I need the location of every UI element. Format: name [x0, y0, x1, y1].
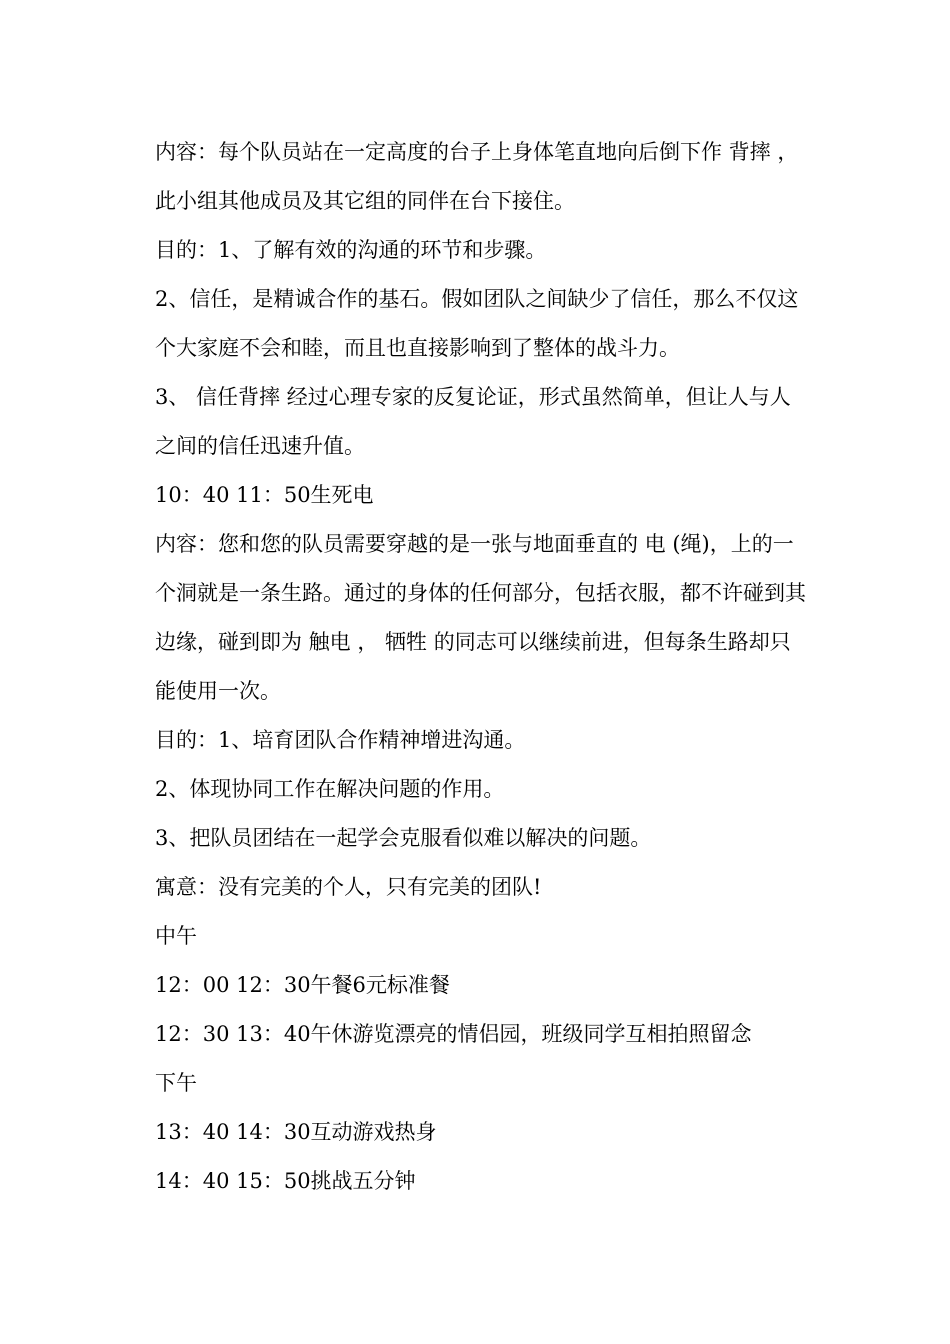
- document-body: [145, 128, 810, 1206]
- section-heading-afternoon: 下午: [155, 1071, 197, 1095]
- paragraph-purpose-2: 2、信任，是精诚合作的基石。假如团队之间缺少了信任，那么不仅这个大家庭不会和睦，而且也直接影响到了整体的战斗力。: [155, 287, 799, 360]
- paragraph-web-purpose-2: 2、体现协同工作在解决问题的作用。: [155, 777, 505, 801]
- section-heading-noon: 中午: [155, 924, 197, 948]
- schedule-item-life-death-web: 10：40 11：50生死电: [155, 483, 374, 507]
- schedule-item-lunch: 12：00 12：30午餐6元标准餐: [155, 973, 450, 997]
- paragraph-moral: 寓意：没有完美的个人，只有完美的团队!: [155, 875, 542, 899]
- paragraph-web-purpose-3: 3、把队员团结在一起学会克服看似难以解决的问题。: [155, 826, 652, 850]
- paragraph-web-content: 内容：您和您的队员需要穿越的是一张与地面垂直的 电 (绳)，上的一个洞就是一条生路。通过的身体的任何部分，包括衣服，都不许碰到其边缘，碰到即为 触电 ， 牺牲 的同志可以继续前进，但每条生路却只能使用一次。: [155, 532, 806, 703]
- paragraph-purpose-1: 目的：1、了解有效的沟通的环节和步骤。: [155, 238, 547, 262]
- paragraph-purpose-3: 3、 信任背摔 经过心理专家的反复论证，形式虽然简单，但让人与人之间的信任迅速升值。: [155, 385, 791, 458]
- schedule-item-warmup-games: 13：40 14：30互动游戏热身: [155, 1120, 437, 1144]
- paragraph-web-purpose-1: 目的：1、培育团队合作精神增进沟通。: [155, 728, 526, 752]
- schedule-item-noon-rest: 12：30 13：40午休游览漂亮的情侣园，班级同学互相拍照留念: [155, 1022, 752, 1046]
- paragraph-trust-fall-content: 内容：每个队员站在一定高度的台子上身体笔直地向后倒下作 背摔 ，此小组其他成员及其它组的同伴在台下接住。: [155, 140, 799, 213]
- schedule-item-five-minute-challenge: 14：40 15：50挑战五分钟: [155, 1169, 416, 1193]
